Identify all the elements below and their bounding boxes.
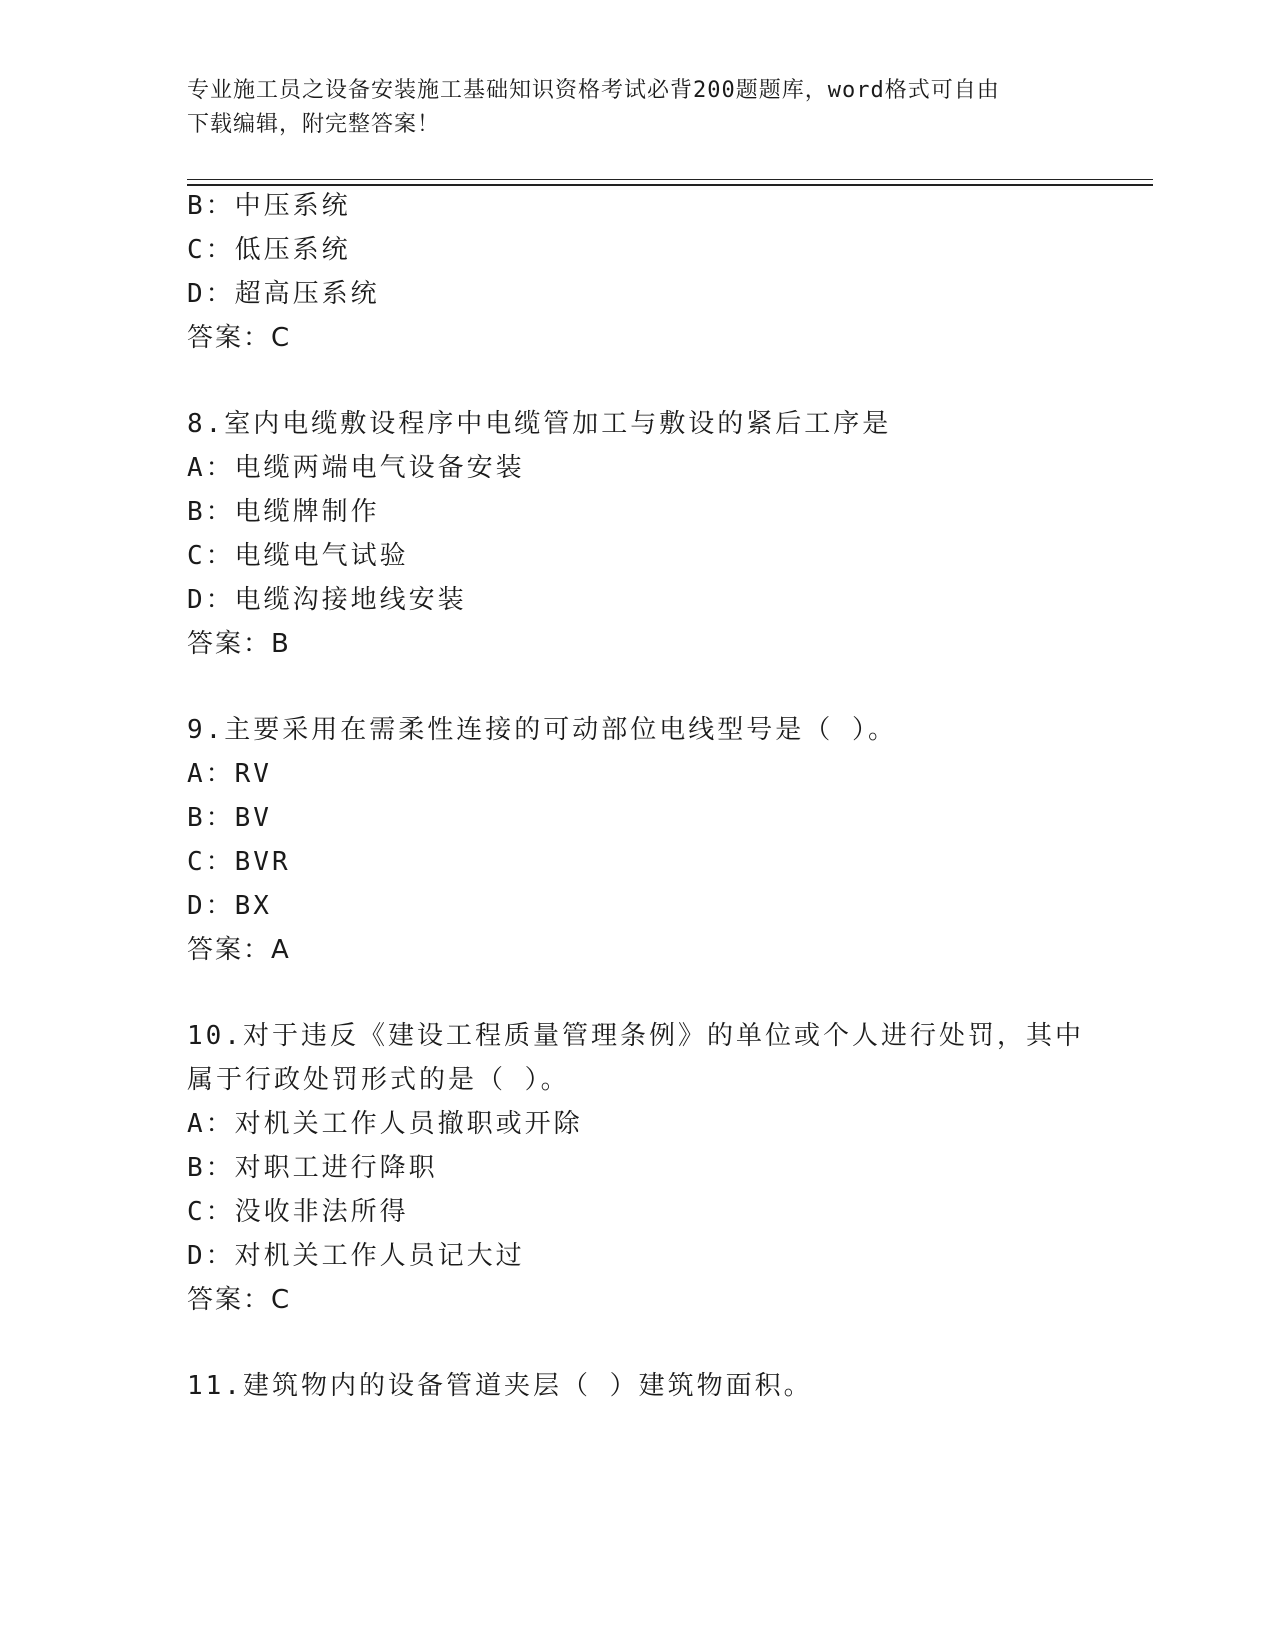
q7-answer-label: 答案： [187, 323, 272, 353]
q10-option-c: C：没收非法所得 [187, 1197, 409, 1227]
q9-option-c: C：BVR [187, 847, 291, 877]
q8-option-a: A：电缆两端电气设备安装 [187, 453, 525, 483]
document-header [187, 74, 1087, 142]
q10-option-a: A：对机关工作人员撤职或开除 [187, 1109, 583, 1139]
q7-option-d: D：超高压系统 [187, 279, 380, 309]
header-title-line1: 专业施工员之设备安装施工基础知识资格考试必背200题题库，word格式可自由 [187, 78, 1000, 103]
q7-option-c: C：低压系统 [187, 235, 351, 265]
q8-option-b: B：电缆牌制作 [187, 497, 380, 527]
q8-answer [187, 628, 290, 660]
q8-answer-label: 答案： [187, 629, 272, 659]
q9-question: 9.主要采用在需柔性连接的可动部位电线型号是（ ）。 [187, 715, 897, 745]
q10-answer [187, 1284, 290, 1316]
q7-option-b: B：中压系统 [187, 191, 351, 221]
q9-answer-value: A [271, 935, 290, 965]
q10-option-b: B：对职工进行降职 [187, 1153, 438, 1183]
q8-option-d: D：电缆沟接地线安装 [187, 585, 467, 615]
q9-answer [187, 934, 290, 966]
q11-question: 11.建筑物内的设备管道夹层（ ）建筑物面积。 [187, 1371, 813, 1401]
q9-option-d: D：BX [187, 891, 272, 921]
q9-option-a: A：RV [187, 759, 272, 789]
q9-answer-label: 答案： [187, 935, 272, 965]
q10-question-line2: 属于行政处罚形式的是（ ）。 [187, 1065, 570, 1095]
q7-answer [187, 322, 290, 354]
q8-option-c: C：电缆电气试验 [187, 541, 409, 571]
q10-question-line1: 10.对于违反《建设工程质量管理条例》的单位或个人进行处罚，其中 [187, 1021, 1084, 1051]
q8-answer-value: B [271, 629, 290, 659]
q10-option-d: D：对机关工作人员记大过 [187, 1241, 525, 1271]
q10-answer-label: 答案： [187, 1285, 272, 1315]
q9-option-b: B：BV [187, 803, 272, 833]
header-title-line2: 下载编辑，附完整答案！ [187, 112, 441, 137]
header-divider-thin [187, 179, 1153, 180]
q8-question: 8.室内电缆敷设程序中电缆管加工与敷设的紧后工序是 [187, 409, 892, 439]
header-divider-thick [187, 184, 1153, 186]
q10-answer-value: C [271, 1285, 291, 1315]
q7-answer-value: C [271, 323, 291, 353]
